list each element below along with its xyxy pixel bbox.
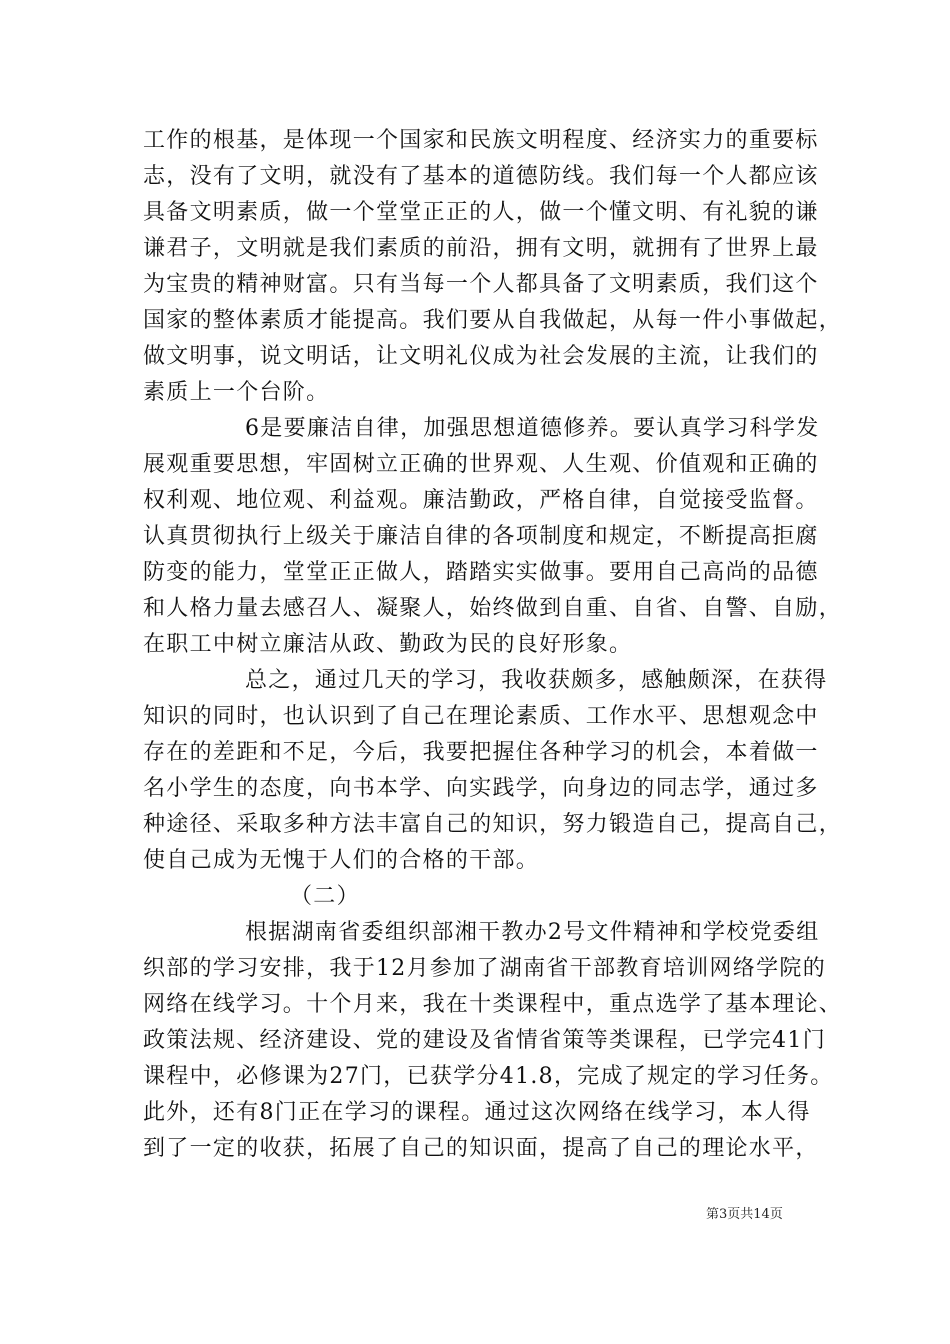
body-line: 和人格力量去感召人、凝聚人，始终做到自重、自省、自警、自励， xyxy=(143,596,843,621)
body-line: 国家的整体素质才能提高。我们要从自我做起，从每一件小事做起， xyxy=(143,308,843,333)
body-line: 防变的能力，堂堂正正做人，踏踏实实做事。要用自己高尚的品德 xyxy=(143,560,819,585)
body-line: 做文明事，说文明话，让文明礼仪成为社会发展的主流，让我们的 xyxy=(143,344,819,369)
body-line: 权利观、地位观、利益观。廉洁勤政，严格自律，自觉接受监督。 xyxy=(143,488,819,513)
body-line: 为宝贵的精神财富。只有当每一个人都具备了文明素质，我们这个 xyxy=(143,272,819,297)
body-line: 种途径、采取多种方法丰富自己的知识，努力锻造自己，提高自己， xyxy=(143,812,843,837)
paragraph-start-line: 总之，通过几天的学习，我收获颇多，感触颇深，在获得 xyxy=(245,668,828,693)
section-heading: （二） xyxy=(290,884,360,909)
body-line: 存在的差距和不足，今后，我要把握住各种学习的机会，本着做一 xyxy=(143,740,819,765)
paragraph-start-line: 根据湖南省委组织部湘干教办2号文件精神和学校党委组 xyxy=(245,920,820,945)
body-line: 志，没有了文明，就没有了基本的道德防线。我们每一个人都应该 xyxy=(143,164,819,189)
body-line: 认真贯彻执行上级关于廉洁自律的各项制度和规定，不断提高拒腐 xyxy=(143,524,819,549)
body-line: 在职工中树立廉洁从政、勤政为民的良好形象。 xyxy=(143,632,633,657)
body-line: 工作的根基，是体现一个国家和民族文明程度、经济实力的重要标 xyxy=(143,128,819,153)
body-line: 课程中，必修课为27门，已获学分41.8，完成了规定的学习任务。 xyxy=(143,1064,834,1089)
body-line: 谦君子，文明就是我们素质的前沿，拥有文明，就拥有了世界上最 xyxy=(143,236,819,261)
body-line: 网络在线学习。十个月来，我在十类课程中，重点选学了基本理论、 xyxy=(143,992,843,1017)
body-line: 织部的学习安排，我于12月参加了湖南省干部教育培训网络学院的 xyxy=(143,956,826,981)
body-line: 素质上一个台阶。 xyxy=(143,380,330,405)
body-line: 到了一定的收获，拓展了自己的知识面，提高了自己的理论水平， xyxy=(143,1136,819,1161)
page-number-footer: 第3页共14页 xyxy=(706,1207,783,1222)
body-line: 此外，还有8门正在学习的课程。通过这次网络在线学习，本人得 xyxy=(143,1100,811,1125)
body-line: 名小学生的态度，向书本学、向实践学，向身边的同志学，通过多 xyxy=(143,776,819,801)
body-line: 知识的同时，也认识到了自己在理论素质、工作水平、思想观念中 xyxy=(143,704,819,729)
body-line: 使自己成为无愧于人们的合格的干部。 xyxy=(143,848,540,873)
body-line: 展观重要思想，牢固树立正确的世界观、人生观、价值观和正确的 xyxy=(143,452,819,477)
paragraph-start-line: 6是要廉洁自律，加强思想道德修养。要认真学习科学发 xyxy=(245,416,820,441)
body-line: 政策法规、经济建设、党的建设及省情省策等类课程，已学完41门 xyxy=(143,1028,826,1053)
body-line: 具备文明素质，做一个堂堂正正的人，做一个懂文明、有礼貌的谦 xyxy=(143,200,819,225)
